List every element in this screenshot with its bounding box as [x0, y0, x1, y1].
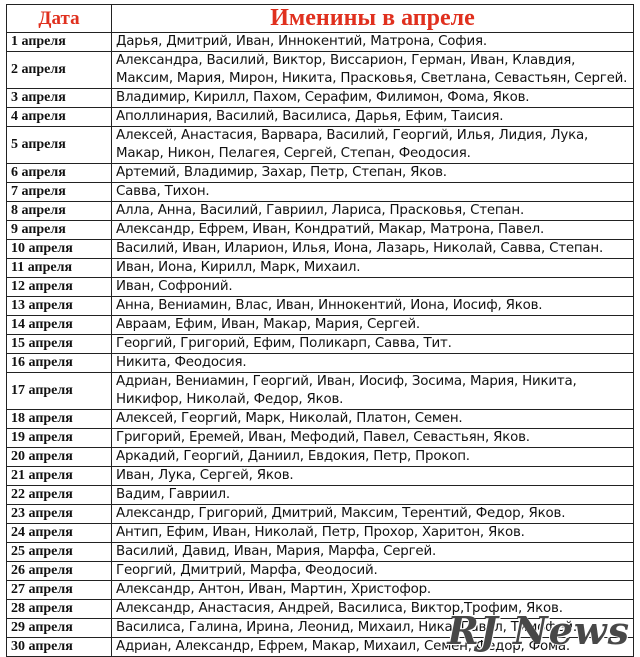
names-cell: Иван, Лука, Сергей, Яков. [112, 467, 634, 486]
date-cell: 25 апреля [7, 543, 112, 562]
date-cell: 1 апреля [7, 33, 112, 52]
names-cell: Александр, Ефрем, Иван, Кондратий, Макар, Матрона, Павел. [112, 221, 634, 240]
names-cell: Василий, Иван, Иларион, Илья, Иона, Лазарь, Николай, Савва, Степан. [112, 240, 634, 259]
name-days-table [6, 4, 634, 657]
names-cell: Александра, Василий, Виктор, Виссарион, Герман, Иван, Клавдия, Максим, Мария, Мирон, Никита, Прасковья, Светлана, Севастьян, Сергей. [112, 52, 634, 89]
table-row [7, 543, 634, 562]
table-row [7, 354, 634, 373]
table-row [7, 467, 634, 486]
table-row [7, 316, 634, 335]
names-cell: Иван, Софроний. [112, 278, 634, 297]
names-cell: Василиса, Галина, Ирина, Леонид, Михаил, Ника, Павел, Тимофей. [112, 619, 634, 638]
date-cell: 21 апреля [7, 467, 112, 486]
date-cell: 11 апреля [7, 259, 112, 278]
date-column-header: Дата [7, 5, 112, 33]
names-cell: Авраам, Ефим, Иван, Макар, Мария, Сергей. [112, 316, 634, 335]
table-body [7, 33, 634, 657]
table-row [7, 297, 634, 316]
date-cell: 18 апреля [7, 410, 112, 429]
table-row [7, 505, 634, 524]
table-row [7, 410, 634, 429]
names-cell: Алексей, Анастасия, Варвара, Василий, Георгий, Илья, Лидия, Лука, Макар, Никон, Пелагея, Сергей, Степан, Феодосия. [112, 127, 634, 164]
date-cell: 27 апреля [7, 581, 112, 600]
names-cell: Адриан, Вениамин, Георгий, Иван, Иосиф, Зосима, Мария, Никита, Никифор, Николай, Федор, Яков. [112, 373, 634, 410]
names-cell: Григорий, Еремей, Иван, Мефодий, Павел, Севастьян, Яков. [112, 429, 634, 448]
names-cell: Георгий, Григорий, Ефим, Поликарп, Савва, Тит. [112, 335, 634, 354]
table-row [7, 278, 634, 297]
rj-news-watermark: RJ News [447, 608, 630, 653]
date-cell: 28 апреля [7, 600, 112, 619]
table-row [7, 52, 634, 89]
names-cell: Савва, Тихон. [112, 183, 634, 202]
table-row [7, 240, 634, 259]
date-cell: 19 апреля [7, 429, 112, 448]
date-cell: 4 апреля [7, 108, 112, 127]
table-row [7, 335, 634, 354]
names-cell: Георгий, Дмитрий, Марфа, Феодосий. [112, 562, 634, 581]
date-cell: 30 апреля [7, 638, 112, 657]
names-cell: Анна, Вениамин, Влас, Иван, Иннокентий, Иона, Иосиф, Яков. [112, 297, 634, 316]
table-row [7, 429, 634, 448]
date-cell: 24 апреля [7, 524, 112, 543]
table-title: Именины в апреле [112, 5, 634, 33]
table-row [7, 581, 634, 600]
table-row [7, 164, 634, 183]
date-cell: 3 апреля [7, 89, 112, 108]
names-cell: Иван, Иона, Кирилл, Марк, Михаил. [112, 259, 634, 278]
names-cell: Аполлинария, Василий, Василиса, Дарья, Ефим, Таисия. [112, 108, 634, 127]
names-cell: Алла, Анна, Василий, Гавриил, Лариса, Прасковья, Степан. [112, 202, 634, 221]
names-cell: Адриан, Александр, Ефрем, Макар, Михаил, Семен, Федор, Фома. [112, 638, 634, 657]
date-cell: 14 апреля [7, 316, 112, 335]
date-cell: 7 апреля [7, 183, 112, 202]
names-cell: Аркадий, Георгий, Даниил, Евдокия, Петр, Прокоп. [112, 448, 634, 467]
date-cell: 6 апреля [7, 164, 112, 183]
table-row [7, 373, 634, 410]
table-row [7, 562, 634, 581]
date-cell: 17 апреля [7, 373, 112, 410]
names-cell: Никита, Феодосия. [112, 354, 634, 373]
date-cell: 20 апреля [7, 448, 112, 467]
table-row [7, 108, 634, 127]
names-cell: Василий, Давид, Иван, Мария, Марфа, Сергей. [112, 543, 634, 562]
table-row [7, 486, 634, 505]
table-row [7, 183, 634, 202]
names-cell: Александр, Анастасия, Андрей, Василиса, Виктор,Трофим, Яков. [112, 600, 634, 619]
names-cell: Владимир, Кирилл, Пахом, Серафим, Филимон, Фома, Яков. [112, 89, 634, 108]
date-cell: 26 апреля [7, 562, 112, 581]
date-cell: 12 апреля [7, 278, 112, 297]
names-cell: Вадим, Гавриил. [112, 486, 634, 505]
table-row [7, 259, 634, 278]
names-cell: Алексей, Георгий, Марк, Николай, Платон, Семен. [112, 410, 634, 429]
table-row [7, 448, 634, 467]
date-cell: 5 апреля [7, 127, 112, 164]
date-cell: 8 апреля [7, 202, 112, 221]
names-cell: Александр, Антон, Иван, Мартин, Христофор. [112, 581, 634, 600]
date-cell: 22 апреля [7, 486, 112, 505]
table-row [7, 127, 634, 164]
names-cell: Александр, Григорий, Дмитрий, Максим, Терентий, Федор, Яков. [112, 505, 634, 524]
date-cell: 13 апреля [7, 297, 112, 316]
table-row [7, 202, 634, 221]
names-cell: Артемий, Владимир, Захар, Петр, Степан, Яков. [112, 164, 634, 183]
names-cell: Дарья, Дмитрий, Иван, Иннокентий, Матрона, София. [112, 33, 634, 52]
date-cell: 2 апреля [7, 52, 112, 89]
table-row [7, 221, 634, 240]
names-cell: Антип, Ефим, Иван, Николай, Петр, Прохор, Харитон, Яков. [112, 524, 634, 543]
date-cell: 16 апреля [7, 354, 112, 373]
date-cell: 10 апреля [7, 240, 112, 259]
date-cell: 9 апреля [7, 221, 112, 240]
date-cell: 23 апреля [7, 505, 112, 524]
date-cell: 15 апреля [7, 335, 112, 354]
table-row [7, 524, 634, 543]
table-header-row [7, 5, 634, 33]
date-cell: 29 апреля [7, 619, 112, 638]
table-row [7, 33, 634, 52]
table-row [7, 89, 634, 108]
